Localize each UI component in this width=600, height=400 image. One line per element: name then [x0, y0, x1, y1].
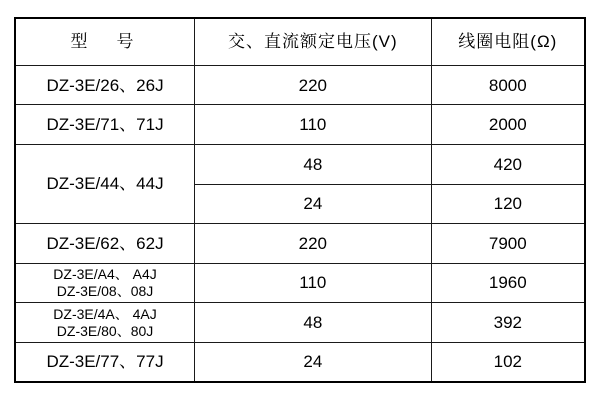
cell-resistance: 120 — [431, 184, 585, 224]
model-line: DZ-3E/A4、 A4J — [53, 266, 157, 283]
table-row — [15, 145, 585, 185]
model-line: DZ-3E/71、71J — [46, 115, 164, 135]
cell-resistance: 1960 — [431, 263, 585, 303]
model-line: DZ-3E/08、08J — [56, 282, 154, 299]
model-line: DZ-3E/62、62J — [46, 233, 164, 253]
model-line: DZ-3E/80、80J — [56, 322, 154, 339]
model-line: DZ-3E/26、26J — [46, 75, 164, 95]
cell-resistance: 2000 — [431, 105, 585, 145]
cell-voltage: 220 — [195, 65, 432, 105]
cell-model — [15, 65, 195, 105]
cell-voltage: 24 — [195, 184, 432, 224]
cell-model — [15, 303, 195, 343]
cell-resistance: 7900 — [431, 224, 585, 264]
table-row — [15, 224, 585, 264]
column-header-model: 型 号 — [15, 18, 195, 65]
cell-voltage: 48 — [195, 303, 432, 343]
cell-model — [15, 105, 195, 145]
table-row — [15, 65, 585, 105]
cell-voltage: 110 — [195, 263, 432, 303]
table-header-row — [15, 18, 585, 65]
column-header-voltage: 交、直流额定电压(V) — [195, 18, 432, 65]
cell-model — [15, 263, 195, 303]
model-line: DZ-3E/44、44J — [46, 174, 164, 194]
relay-spec-table — [14, 17, 586, 383]
cell-voltage: 48 — [195, 145, 432, 185]
cell-model — [15, 342, 195, 382]
cell-model — [15, 224, 195, 264]
table-row — [15, 342, 585, 382]
table-body — [15, 18, 585, 382]
cell-model — [15, 145, 195, 224]
cell-voltage: 110 — [195, 105, 432, 145]
cell-voltage: 220 — [195, 224, 432, 264]
model-line: DZ-3E/4A、 4AJ — [53, 305, 157, 322]
cell-voltage: 24 — [195, 342, 432, 382]
cell-resistance: 8000 — [431, 65, 585, 105]
table-row — [15, 303, 585, 343]
table-row — [15, 105, 585, 145]
column-header-resistance: 线圈电阻(Ω) — [431, 18, 585, 65]
table-row — [15, 263, 585, 303]
cell-resistance: 420 — [431, 145, 585, 185]
cell-resistance: 392 — [431, 303, 585, 343]
spec-table-container — [14, 17, 586, 383]
model-line: DZ-3E/77、77J — [46, 352, 164, 372]
cell-resistance: 102 — [431, 342, 585, 382]
